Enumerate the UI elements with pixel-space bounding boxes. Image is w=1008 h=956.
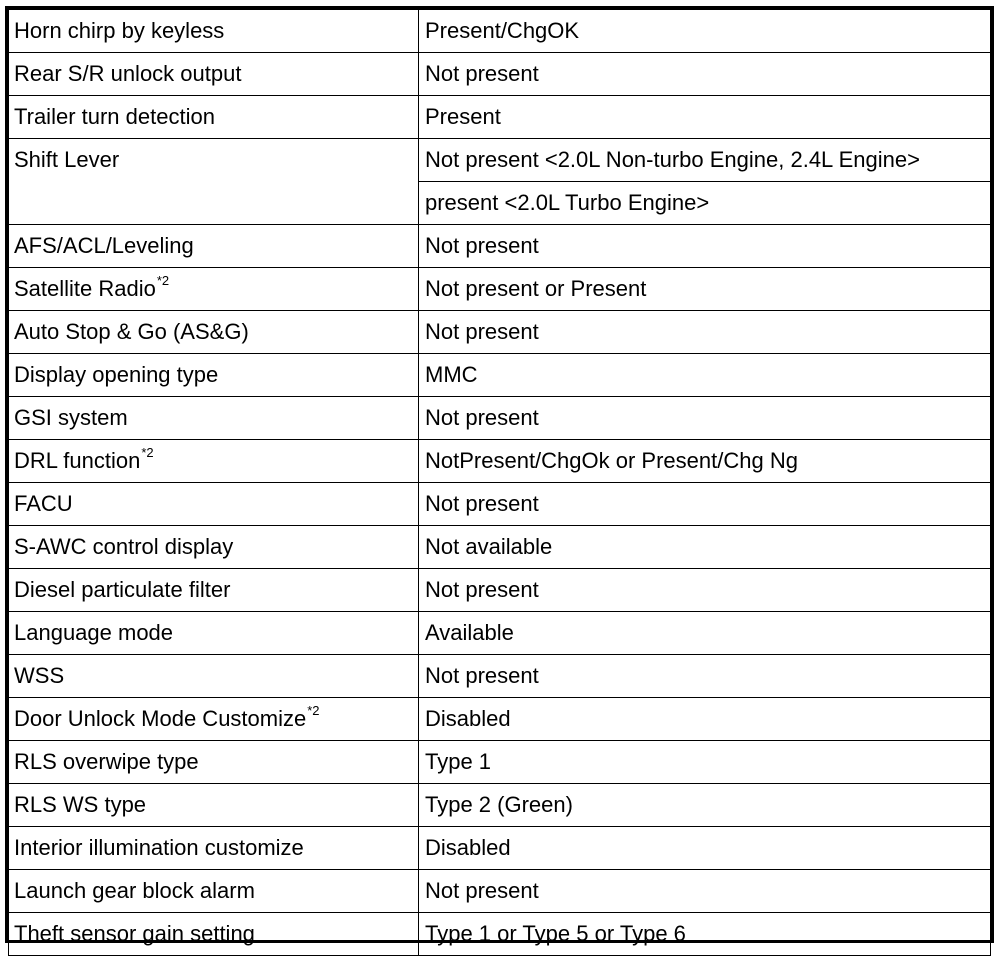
footnote-marker: *2 <box>307 703 320 718</box>
item-spec: Not present <box>419 311 991 354</box>
item-spec: Type 1 <box>419 741 991 784</box>
item-spec: Not present <box>419 397 991 440</box>
item-spec: Present <box>419 96 991 139</box>
item-name: Display opening type <box>9 354 419 397</box>
footnote-marker: *2 <box>156 273 170 288</box>
item-spec: Not present <box>419 870 991 913</box>
item-spec: Disabled <box>419 827 991 870</box>
settings-table <box>8 9 991 956</box>
table-row <box>9 10 991 53</box>
item-name: Shift Lever <box>9 139 419 225</box>
item-name: Launch gear block alarm <box>9 870 419 913</box>
item-spec: MMC <box>419 354 991 397</box>
item-spec: Type 1 or Type 5 or Type 6 <box>419 913 991 956</box>
item-name: GSI system <box>9 397 419 440</box>
table-row <box>9 139 991 182</box>
item-spec: Not present <box>419 53 991 96</box>
item-spec: Available <box>419 612 991 655</box>
item-spec: Not present <box>419 225 991 268</box>
table-row <box>9 225 991 268</box>
table-row <box>9 612 991 655</box>
table-row <box>9 913 991 956</box>
item-name: Theft sensor gain setting <box>9 913 419 956</box>
item-name: RLS WS type <box>9 784 419 827</box>
item-name: Trailer turn detection <box>9 96 419 139</box>
item-spec: Not present <box>419 655 991 698</box>
settings-table-frame <box>5 6 994 946</box>
item-name: Door Unlock Mode Customize$^{*2}$ <box>9 698 419 741</box>
item-spec: Not present <box>419 483 991 526</box>
item-spec: Not present or Present <box>419 268 991 311</box>
item-spec: Present/ChgOK <box>419 10 991 53</box>
table-row <box>9 397 991 440</box>
item-name: WSS <box>9 655 419 698</box>
table-row <box>9 870 991 913</box>
item-name: AFS/ACL/Leveling <box>9 225 419 268</box>
item-name: DRL function$^{*2}$ <box>9 440 419 483</box>
item-spec: Not available <box>419 526 991 569</box>
item-name: Rear S/R unlock output <box>9 53 419 96</box>
table-row <box>9 569 991 612</box>
item-name: RLS overwipe type <box>9 741 419 784</box>
footnote-marker: *2 <box>141 445 154 460</box>
table-row <box>9 440 991 483</box>
table-row <box>9 354 991 397</box>
item-name: Horn chirp by keyless <box>9 10 419 53</box>
table-row <box>9 827 991 870</box>
item-name: Auto Stop & Go (AS&G) <box>9 311 419 354</box>
table-row <box>9 741 991 784</box>
item-spec: NotPresent/ChgOk or Present/Chg Ng <box>419 440 991 483</box>
item-spec: Not present <box>419 569 991 612</box>
table-row <box>9 655 991 698</box>
item-name: Interior illumination customize <box>9 827 419 870</box>
table-row <box>9 526 991 569</box>
item-spec: Disabled <box>419 698 991 741</box>
table-row <box>9 311 991 354</box>
item-name: Satellite Radio$^{*2}$ <box>9 268 419 311</box>
item-name: Language mode <box>9 612 419 655</box>
table-row <box>9 698 991 741</box>
item-name: S-AWC control display <box>9 526 419 569</box>
table-row <box>9 96 991 139</box>
item-name: Diesel particulate filter <box>9 569 419 612</box>
table-row <box>9 483 991 526</box>
table-row <box>9 53 991 96</box>
item-spec: Not present <2.0L Non-turbo Engine, 2.4L Engine> <box>419 139 991 182</box>
item-spec-secondary: present <2.0L Turbo Engine> <box>419 182 991 225</box>
item-spec: Type 2 (Green) <box>419 784 991 827</box>
table-row <box>9 784 991 827</box>
table-row <box>9 268 991 311</box>
item-name: FACU <box>9 483 419 526</box>
